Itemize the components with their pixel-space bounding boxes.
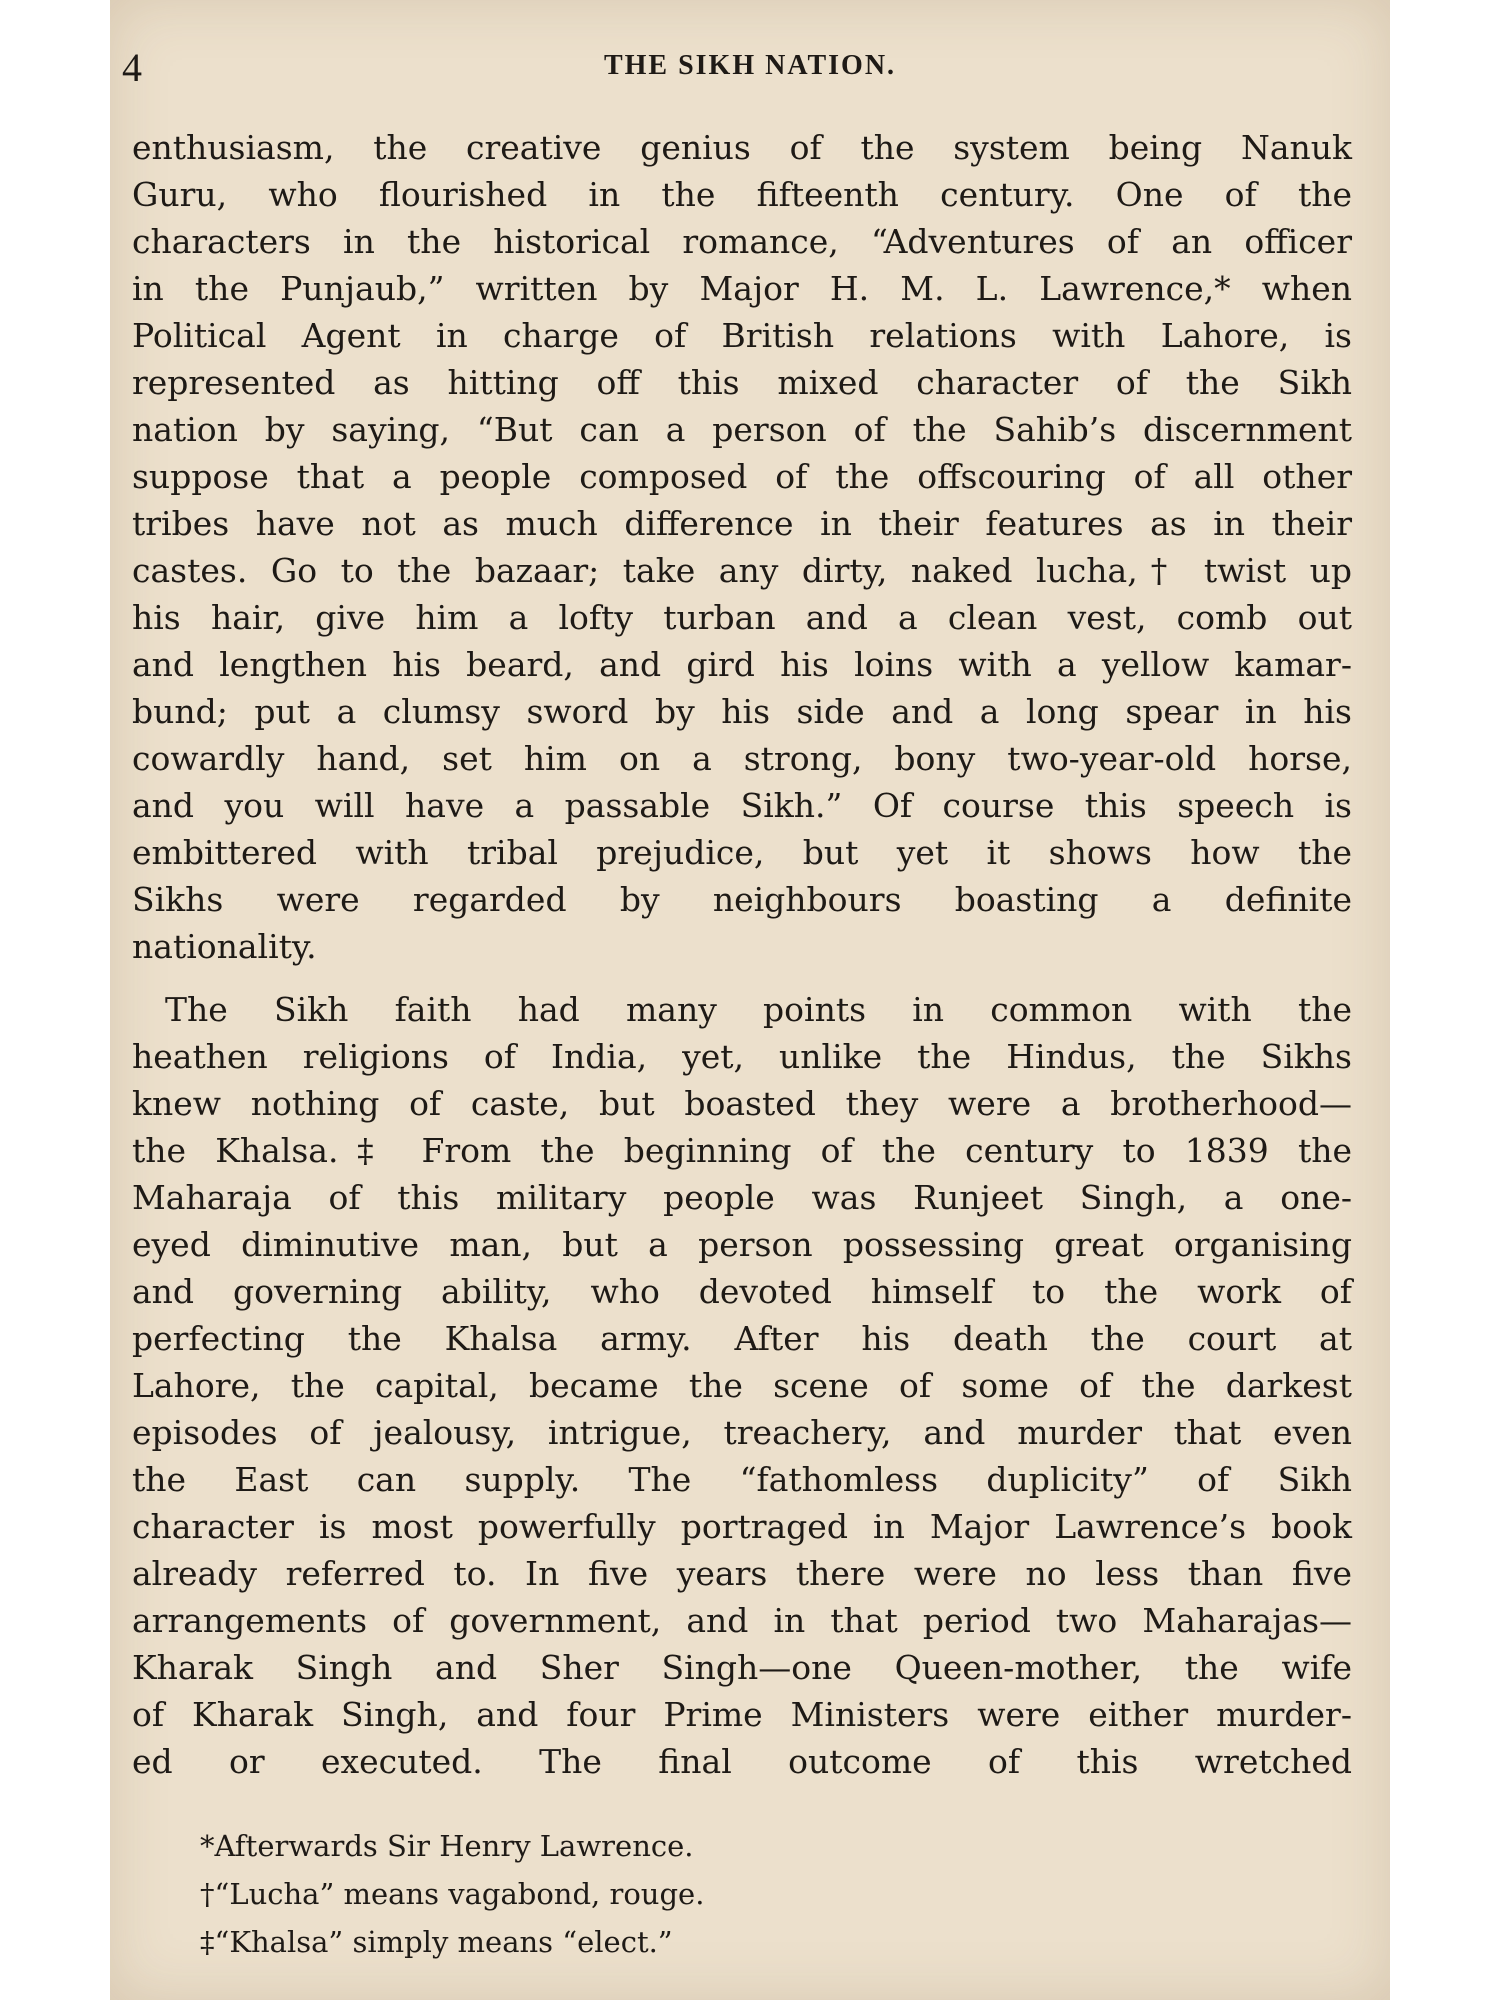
- text-line: already referred to. In five years there were no less than five: [132, 1554, 1352, 1593]
- text-line: bund; put a clumsy sword by his side and a long spear in his: [132, 692, 1352, 731]
- text-line: embittered with tribal prejudice, but yet it shows how the: [132, 833, 1352, 872]
- text-line: Kharak Singh and Sher Singh—one Queen-mother, the wife: [132, 1648, 1352, 1687]
- running-title: THE SIKH NATION.: [603, 50, 897, 81]
- text-line: The Sikh faith had many points in common with the: [132, 990, 1352, 1029]
- text-line: Maharaja of this military people was Runjeet Singh, a one-: [132, 1178, 1352, 1217]
- footnote: ‡“Khalsa” simply means “elect.”: [200, 1925, 673, 1959]
- text-line: in the Punjaub,” written by Major H. M. L. Lawrence,* when: [132, 269, 1352, 308]
- text-line: episodes of jealousy, intrigue, treachery, and murder that even: [132, 1413, 1352, 1452]
- text-line: enthusiasm, the creative genius of the system being Nanuk: [132, 128, 1352, 167]
- text-line: suppose that a people composed of the offscouring of all other: [132, 457, 1352, 496]
- text-line: cowardly hand, set him on a strong, bony two-year-old horse,: [132, 739, 1352, 778]
- text-line: eyed diminutive man, but a person possessing great organising: [132, 1225, 1352, 1264]
- page-number: 4: [122, 45, 142, 90]
- paragraph-2: [132, 986, 1352, 1785]
- text-line: heathen religions of India, yet, unlike the Hindus, the Sikhs: [132, 1037, 1352, 1076]
- text-line: the Khalsa.‡ From the beginning of the century to 1839 the: [132, 1131, 1352, 1170]
- text-line: Guru, who flourished in the fifteenth century. One of the: [132, 175, 1352, 214]
- text-line: castes. Go to the bazaar; take any dirty, naked lucha,† twist up: [132, 551, 1352, 590]
- page-header: [110, 44, 1390, 94]
- text-line: his hair, give him a lofty turban and a clean vest, comb out: [132, 598, 1352, 637]
- text-line: Lahore, the capital, became the scene of some of the darkest: [132, 1366, 1352, 1405]
- footnote: *Afterwards Sir Henry Lawrence.: [200, 1829, 694, 1863]
- text-line: arrangements of government, and in that period two Maharajas—: [132, 1601, 1352, 1640]
- text-line: and governing ability, who devoted himself to the work of: [132, 1272, 1352, 1311]
- footnotes: [200, 1822, 704, 1966]
- text-line: perfecting the Khalsa army. After his death the court at: [132, 1319, 1352, 1358]
- footnote: †“Lucha” means vagabond, rouge.: [200, 1877, 705, 1911]
- text-line: characters in the historical romance, “Adventures of an officer: [132, 222, 1352, 261]
- text-line: knew nothing of caste, but boasted they were a brotherhood—: [132, 1084, 1352, 1123]
- text-line: ed or executed. The final outcome of this wretched: [132, 1742, 1352, 1781]
- text-line: Political Agent in charge of British relations with Lahore, is: [132, 316, 1352, 355]
- book-page: [110, 0, 1390, 2000]
- text-line: nation by saying, “But can a person of the Sahib’s discernment: [132, 410, 1352, 449]
- text-line: nationality.: [132, 927, 317, 966]
- text-line: character is most powerfully portraged in Major Lawrence’s book: [132, 1507, 1352, 1546]
- paragraph-gap: [132, 970, 1352, 986]
- text-line: Sikhs were regarded by neighbours boasting a definite: [132, 880, 1352, 919]
- text-line: represented as hitting off this mixed character of the Sikh: [132, 363, 1352, 402]
- text-line: tribes have not as much difference in their features as in their: [132, 504, 1352, 543]
- text-line: and lengthen his beard, and gird his loins with a yellow kamar-: [132, 645, 1352, 684]
- text-line: of Kharak Singh, and four Prime Ministers were either murder-: [132, 1695, 1352, 1734]
- text-line: the East can supply. The “fathomless duplicity” of Sikh: [132, 1460, 1352, 1499]
- paragraph-1: [132, 124, 1352, 970]
- text-line: and you will have a passable Sikh.” Of course this speech is: [132, 786, 1352, 825]
- body-text: [132, 124, 1352, 1785]
